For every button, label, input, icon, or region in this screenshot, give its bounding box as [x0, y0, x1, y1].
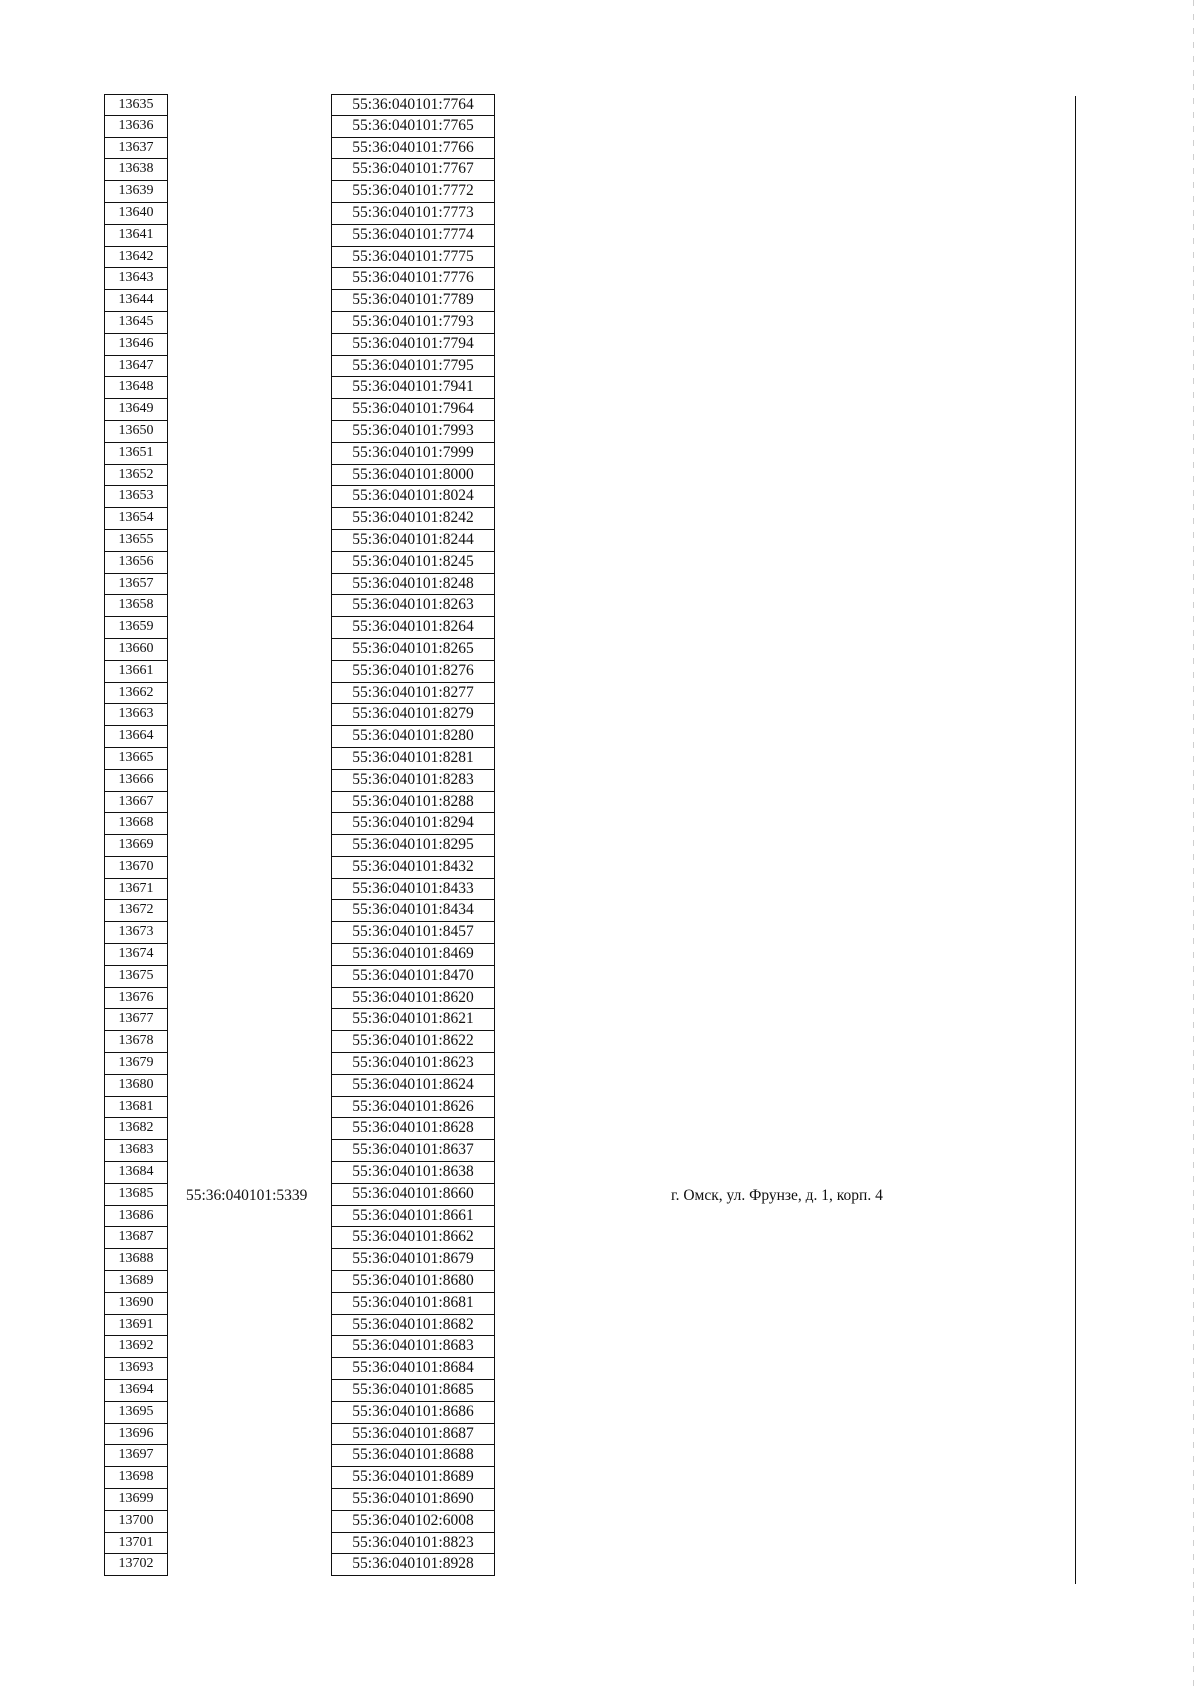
cadastral-number-cell: 55:36:040101:8688 — [331, 1445, 495, 1467]
cadastral-number-cell: 55:36:040101:8683 — [331, 1336, 495, 1358]
cadastral-number-cell: 55:36:040101:8660 — [331, 1184, 495, 1206]
row-number-cell: 13661 — [104, 661, 168, 683]
cadastral-number-cell: 55:36:040101:7793 — [331, 312, 495, 334]
row-number-cell: 13642 — [104, 247, 168, 269]
row-number-cell: 13663 — [104, 704, 168, 726]
row-number-cell: 13670 — [104, 857, 168, 879]
row-number-cell: 13655 — [104, 530, 168, 552]
cadastral-number-cell: 55:36:040101:8248 — [331, 574, 495, 596]
cadastral-number-cell: 55:36:040101:8682 — [331, 1315, 495, 1337]
cadastral-number-cell: 55:36:040101:8624 — [331, 1075, 495, 1097]
cadastral-number-cell: 55:36:040101:8662 — [331, 1227, 495, 1249]
cadastral-number-cell: 55:36:040101:8626 — [331, 1097, 495, 1119]
row-number-cell: 13680 — [104, 1075, 168, 1097]
row-number-cell: 13636 — [104, 116, 168, 138]
cadastral-number-cell: 55:36:040101:7794 — [331, 334, 495, 356]
cadastral-number-cell: 55:36:040101:7776 — [331, 268, 495, 290]
cadastral-number-cell: 55:36:040101:7774 — [331, 225, 495, 247]
row-number-cell: 13656 — [104, 552, 168, 574]
row-number-cell: 13695 — [104, 1402, 168, 1424]
cadastral-number-cell: 55:36:040101:8687 — [331, 1424, 495, 1446]
row-number-cell: 13677 — [104, 1009, 168, 1031]
cadastral-number-cell: 55:36:040101:8469 — [331, 944, 495, 966]
cadastral-number-cell: 55:36:040101:7964 — [331, 399, 495, 421]
cadastral-number-cell: 55:36:040101:8245 — [331, 552, 495, 574]
row-number-cell: 13679 — [104, 1053, 168, 1075]
row-number-cell: 13640 — [104, 203, 168, 225]
cadastral-number-cell: 55:36:040101:8622 — [331, 1031, 495, 1053]
cadastral-number-cell: 55:36:040101:8680 — [331, 1271, 495, 1293]
cadastral-number-cell: 55:36:040101:7773 — [331, 203, 495, 225]
cadastral-number-cell: 55:36:040101:7941 — [331, 377, 495, 399]
cadastral-number-cell: 55:36:040101:8686 — [331, 1402, 495, 1424]
row-number-cell: 13637 — [104, 138, 168, 160]
cadastral-number-cell: 55:36:040101:8679 — [331, 1249, 495, 1271]
cadastral-number-cell: 55:36:040101:8928 — [331, 1554, 495, 1576]
row-number-cell: 13682 — [104, 1118, 168, 1140]
row-number-cell: 13667 — [104, 792, 168, 814]
scan-edge-artifact — [1193, 0, 1194, 1686]
row-number-cell: 13664 — [104, 726, 168, 748]
cadastral-number-cell: 55:36:040101:8684 — [331, 1358, 495, 1380]
row-number-cell: 13689 — [104, 1271, 168, 1293]
cadastral-number-cell: 55:36:040101:7789 — [331, 290, 495, 312]
cadastral-number-cell: 55:36:040101:8690 — [331, 1489, 495, 1511]
address-text: г. Омск, ул. Фрунзе, д. 1, корп. 4 — [671, 1187, 883, 1204]
row-number-cell: 13676 — [104, 988, 168, 1010]
row-number-cell: 13660 — [104, 639, 168, 661]
row-number-cell: 13681 — [104, 1097, 168, 1119]
cadastral-number-cell: 55:36:040101:8457 — [331, 922, 495, 944]
row-number-cell: 13671 — [104, 879, 168, 901]
cadastral-number-cell: 55:36:040101:8623 — [331, 1053, 495, 1075]
cadastral-number-cell: 55:36:040101:8689 — [331, 1467, 495, 1489]
row-number-cell: 13672 — [104, 900, 168, 922]
row-number-cell: 13643 — [104, 268, 168, 290]
row-number-cell: 13702 — [104, 1554, 168, 1576]
cadastral-number-cell: 55:36:040101:8621 — [331, 1009, 495, 1031]
cadastral-number-cell: 55:36:040101:8433 — [331, 879, 495, 901]
cadastral-number-cell: 55:36:040101:8283 — [331, 770, 495, 792]
row-number-cell: 13666 — [104, 770, 168, 792]
cadastral-number-cell: 55:36:040101:7795 — [331, 356, 495, 378]
cadastral-number-cell: 55:36:040101:8280 — [331, 726, 495, 748]
cadastral-number-cell: 55:36:040101:7993 — [331, 421, 495, 443]
right-border-line — [1075, 96, 1076, 1584]
cadastral-number-cell: 55:36:040101:7767 — [331, 159, 495, 181]
row-number-cell: 13700 — [104, 1511, 168, 1533]
row-number-cell: 13635 — [104, 94, 168, 116]
row-number-cell: 13691 — [104, 1315, 168, 1337]
cadastral-number-cell: 55:36:040101:8265 — [331, 639, 495, 661]
row-number-cell: 13641 — [104, 225, 168, 247]
row-number-cell: 13673 — [104, 922, 168, 944]
row-number-cell: 13645 — [104, 312, 168, 334]
row-number-cell: 13693 — [104, 1358, 168, 1380]
row-number-cell: 13685 — [104, 1184, 168, 1206]
cadastral-number-cell: 55:36:040101:8470 — [331, 966, 495, 988]
cadastral-number-cell: 55:36:040101:7775 — [331, 247, 495, 269]
row-number-cell: 13657 — [104, 574, 168, 596]
cadastral-number-cell: 55:36:040101:8242 — [331, 508, 495, 530]
row-number-cell: 13699 — [104, 1489, 168, 1511]
row-number-cell: 13651 — [104, 443, 168, 465]
cadastral-number-column — [331, 94, 495, 1576]
parent-cadastral-number: 55:36:040101:5339 — [186, 1187, 308, 1204]
cadastral-number-cell: 55:36:040101:8244 — [331, 530, 495, 552]
cadastral-number-cell: 55:36:040101:8279 — [331, 704, 495, 726]
cadastral-number-cell: 55:36:040101:8264 — [331, 617, 495, 639]
row-number-cell: 13652 — [104, 465, 168, 487]
row-number-cell: 13647 — [104, 356, 168, 378]
cadastral-number-cell: 55:36:040101:8823 — [331, 1533, 495, 1555]
cadastral-number-cell: 55:36:040101:8637 — [331, 1140, 495, 1162]
row-number-cell: 13674 — [104, 944, 168, 966]
row-number-cell: 13639 — [104, 181, 168, 203]
cadastral-number-cell: 55:36:040101:7765 — [331, 116, 495, 138]
cadastral-number-cell: 55:36:040101:8628 — [331, 1118, 495, 1140]
cadastral-number-cell: 55:36:040101:8281 — [331, 748, 495, 770]
row-number-cell: 13678 — [104, 1031, 168, 1053]
row-number-column — [104, 94, 168, 1576]
row-number-cell: 13694 — [104, 1380, 168, 1402]
row-number-cell: 13665 — [104, 748, 168, 770]
row-number-cell: 13690 — [104, 1293, 168, 1315]
row-number-cell: 13688 — [104, 1249, 168, 1271]
cadastral-number-cell: 55:36:040101:7772 — [331, 181, 495, 203]
row-number-cell: 13658 — [104, 595, 168, 617]
cadastral-number-cell: 55:36:040101:8276 — [331, 661, 495, 683]
cadastral-number-cell: 55:36:040101:8661 — [331, 1206, 495, 1228]
row-number-cell: 13684 — [104, 1162, 168, 1184]
cadastral-number-cell: 55:36:040101:8277 — [331, 683, 495, 705]
cadastral-number-cell: 55:36:040101:8681 — [331, 1293, 495, 1315]
row-number-cell: 13696 — [104, 1424, 168, 1446]
cadastral-number-cell: 55:36:040101:8685 — [331, 1380, 495, 1402]
row-number-cell: 13669 — [104, 835, 168, 857]
row-number-cell: 13668 — [104, 813, 168, 835]
cadastral-number-cell: 55:36:040101:8620 — [331, 988, 495, 1010]
row-number-cell: 13686 — [104, 1206, 168, 1228]
row-number-cell: 13675 — [104, 966, 168, 988]
cadastral-number-cell: 55:36:040101:8295 — [331, 835, 495, 857]
row-number-cell: 13697 — [104, 1445, 168, 1467]
row-number-cell: 13648 — [104, 377, 168, 399]
cadastral-number-cell: 55:36:040101:8432 — [331, 857, 495, 879]
row-number-cell: 13701 — [104, 1533, 168, 1555]
cadastral-number-cell: 55:36:040101:8638 — [331, 1162, 495, 1184]
row-number-cell: 13649 — [104, 399, 168, 421]
row-number-cell: 13698 — [104, 1467, 168, 1489]
row-number-cell: 13638 — [104, 159, 168, 181]
cadastral-number-cell: 55:36:040101:7764 — [331, 94, 495, 116]
cadastral-number-cell: 55:36:040101:8024 — [331, 486, 495, 508]
cadastral-number-cell: 55:36:040101:8263 — [331, 595, 495, 617]
row-number-cell: 13650 — [104, 421, 168, 443]
row-number-cell: 13644 — [104, 290, 168, 312]
row-number-cell: 13654 — [104, 508, 168, 530]
row-number-cell: 13683 — [104, 1140, 168, 1162]
row-number-cell: 13662 — [104, 683, 168, 705]
cadastral-number-cell: 55:36:040101:8288 — [331, 792, 495, 814]
cadastral-number-cell: 55:36:040101:7999 — [331, 443, 495, 465]
cadastral-number-cell: 55:36:040101:7766 — [331, 138, 495, 160]
row-number-cell: 13687 — [104, 1227, 168, 1249]
row-number-cell: 13653 — [104, 486, 168, 508]
cadastral-number-cell: 55:36:040101:8434 — [331, 900, 495, 922]
row-number-cell: 13646 — [104, 334, 168, 356]
row-number-cell: 13659 — [104, 617, 168, 639]
cadastral-number-cell: 55:36:040101:8294 — [331, 813, 495, 835]
row-number-cell: 13692 — [104, 1336, 168, 1358]
cadastral-number-cell: 55:36:040101:8000 — [331, 465, 495, 487]
cadastral-number-cell: 55:36:040102:6008 — [331, 1511, 495, 1533]
